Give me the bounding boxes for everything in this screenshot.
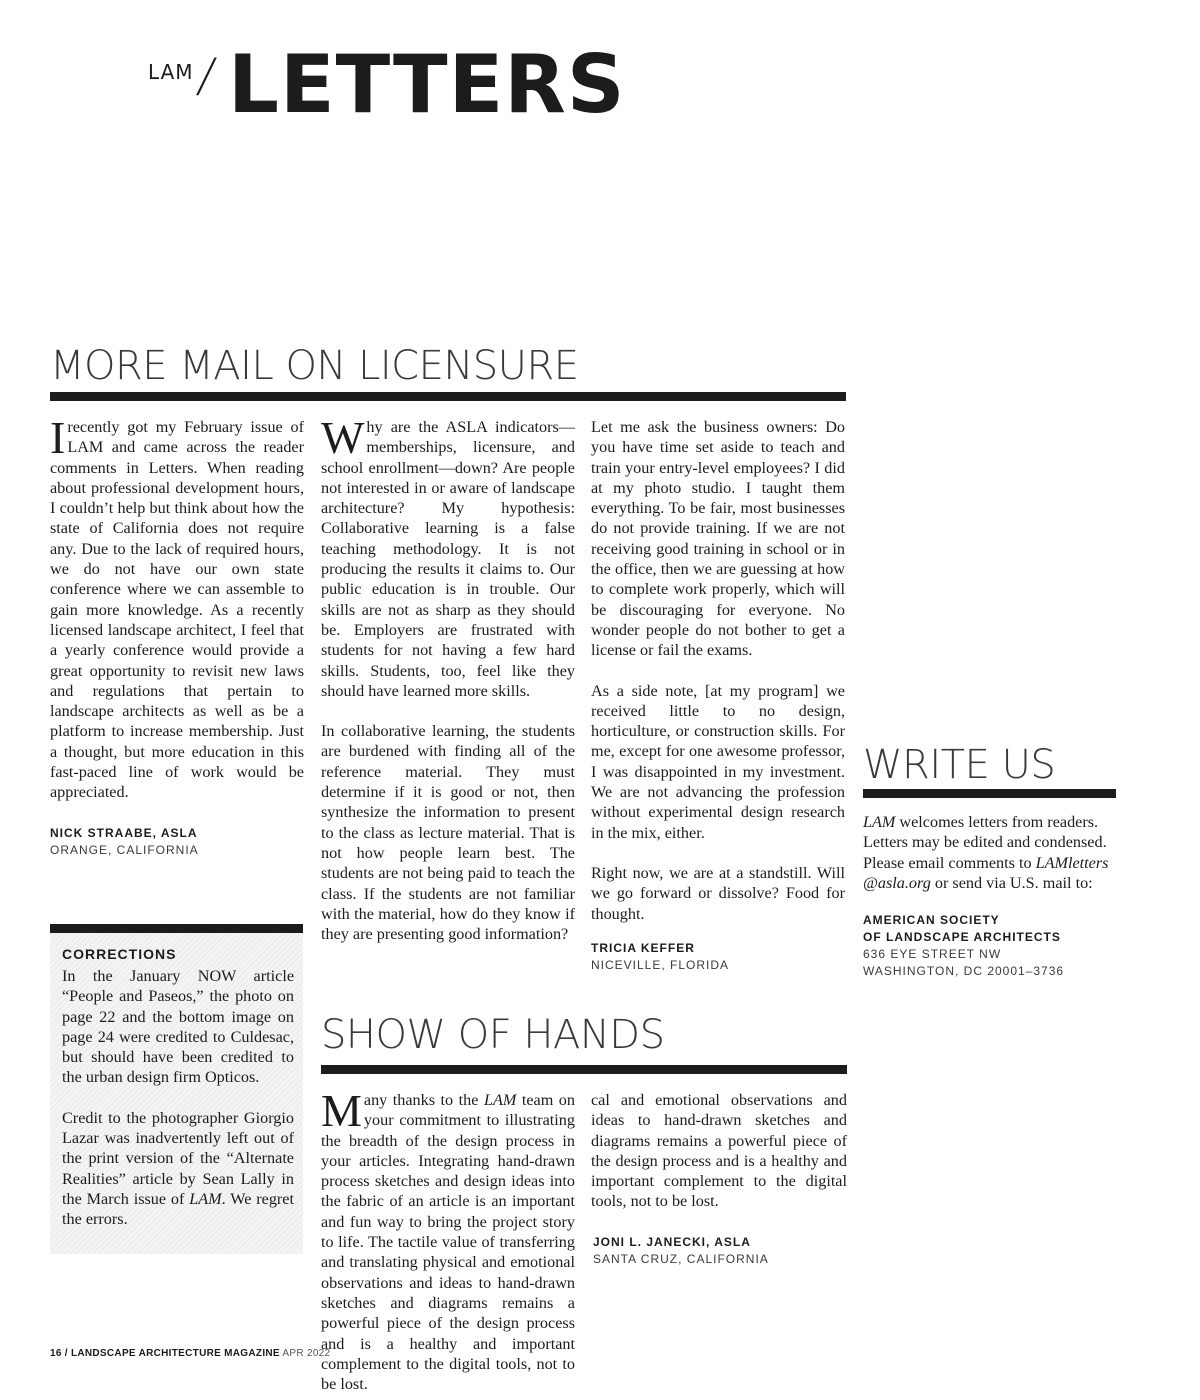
mailing-address <box>863 912 1123 980</box>
section-rule-licensure <box>50 392 846 401</box>
letter-location: NICEVILLE, FLORIDA <box>591 957 730 972</box>
letter-janecki-col1: Many thanks to the LAM team on your commitment to illustrating the breadth of the design process in your articles. Integrating hand-drawn process sketches and design ideas into the fabric of an article is an important and fun way to bring the project story to life. The tactile value of transferring and translating physical and emotional observations and ideas to hand-drawn sketches and diagrams remains a powerful piece of the design process and is a healthy and important complement to the digital tools, not to be lost. <box>321 1085 575 1394</box>
section-title-hands: SHOW OF HANDS <box>321 1012 665 1058</box>
address-line: WASHINGTON, DC 20001–3736 <box>863 964 1065 978</box>
masthead-lam: LAM <box>148 60 194 84</box>
page-footer <box>50 1348 330 1359</box>
letter-paragraph: As a side note, [at my program] we received little to no design, horticulture, or construction skills. For me, except for one awesome professor, I was disappointed in my investment. We are not advancing the profession without experimental design research in the mix, either. <box>591 681 845 842</box>
letter-janecki-col2 <box>591 1090 847 1268</box>
section-rule-hands <box>321 1065 847 1074</box>
corrections-paragraph: Credit to the photographer Giorgio Lazar was inadvertently left out of the print version of the “Alternate Realities” article by Sean Lally in the March issue of LAM. We regret the errors. <box>62 1108 294 1229</box>
letter-author: TRICIA KEFFER <box>591 940 695 955</box>
letter-body: hy are the ASLA indicators—memberships, licensure, and school enrollment—down? Are people not interested in or aware of landscape architecture? My hypothesis: Collaborative learning is a false teaching methodology. It is not producing the results it claims to. Our public education is in trouble. Our skills are not as sharp as they should be. Employers are frustrated with students for not having a few hard skills. Students, too, feel like they should have learned more skills. <box>321 418 575 700</box>
section-title-write-us: WRITE US <box>863 742 1056 788</box>
letter-keffer-col2 <box>591 417 845 974</box>
letter-author: JONI L. JANECKI, ASLA <box>593 1235 751 1249</box>
letter-location: ORANGE, CALIFORNIA <box>50 842 199 857</box>
letter-paragraph: Let me ask the business owners: Do you have time set aside to teach and train your entry-level employees? I did at my photo studio. I taught them everything. To be fair, most businesses do not provide training. If we are not receiving good training in school or in the office, then we are guessing at how to complete work properly, which will be discouraging for everyone. No wonder people do not bother to get a license or fail the exams. <box>591 418 845 660</box>
letter-body-continued: cal and emotional observations and ideas to hand-drawn sketches and diagrams remains a powerful piece of the design process and is a healthy and important complement to the digital tools, not to be lost. <box>591 1091 847 1211</box>
letter-paragraph: Right now, we are at a standstill. Will we go forward or dissolve? Food for thought. <box>591 863 845 923</box>
corrections-box <box>50 924 303 1254</box>
letter-body: team on your commitment to illustrating the breadth of the design process in your articles. Integrating hand-drawn process sketches and design ideas into the fabric of an article is an important and fun way to bring the project story to life. The tactile value of transferring and translating physical and emotional observations and ideas to hand-drawn sketches and diagrams remains a powerful piece of the design process and is a healthy and important complement to the digital tools, not to be lost. <box>321 1091 575 1394</box>
dropcap: M <box>321 1085 362 1136</box>
letter-body: recently got my February issue of LAM and came across the reader comments in Letters. When reading about professional development hours, I couldn’t help but think about how the state of California does not require any. Due to the lack of required hours, we do not have our own state conference where we can assemble to gain more knowledge. As a recently licensed landscape architect, I feel that a yearly conference would provide a great opportunity to revisit new laws and regulations that pertain to landscape architects as well as be a platform to increase membership. Just a thought, but more education in this fast-paced line of work would be appreciated. <box>50 418 304 802</box>
corrections-rule <box>50 924 303 933</box>
dropcap: I <box>50 412 66 463</box>
section-title-licensure: MORE MAIL ON LICENSURE <box>50 343 579 389</box>
letter-keffer-col1 <box>321 412 575 944</box>
write-us-text: LAM welcomes letters from readers. Letters may be edited and condensed. Please email comments to LAMletters @asla.org or send via U.S. mail to: <box>863 813 1109 892</box>
address-line: 636 EYE STREET NW <box>863 947 1002 961</box>
masthead-slash: / <box>194 48 220 102</box>
dropcap: W <box>321 412 365 463</box>
address-line: AMERICAN SOCIETY <box>863 913 1000 927</box>
footer-date: APR 2022 <box>282 1348 331 1359</box>
page-title: LETTERS <box>228 38 626 131</box>
email-link[interactable]: LAMletters @asla.org <box>863 853 1109 892</box>
corrections-paragraph: In the January NOW article “People and Paseos,” the photo on page 22 and the bottom image on page 24 were credited to Culdesac, but should have been credited to the urban design firm Opticos. <box>62 967 294 1087</box>
footer-page: 16 / LANDSCAPE ARCHITECTURE MAGAZINE <box>50 1348 280 1359</box>
letter-straabe <box>50 412 304 859</box>
letter-author: NICK STRAABE, ASLA <box>50 825 198 840</box>
letter-location: SANTA CRUZ, CALIFORNIA <box>593 1252 769 1266</box>
corrections-heading: CORRECTIONS <box>62 946 177 962</box>
section-rule-write-us <box>863 789 1116 798</box>
letter-paragraph: In collaborative learning, the students are burdened with finding all of the reference material. They must determine if it is good or not, then synthesize the information to present to the class as lecture material. That is not how people learn best. The students are not being paid to teach the class. If the students are not familiar with the material, how do they know if they are presenting good information? <box>321 722 575 944</box>
corrections-text <box>62 966 294 1230</box>
address-line: OF LANDSCAPE ARCHITECTS <box>863 930 1061 944</box>
